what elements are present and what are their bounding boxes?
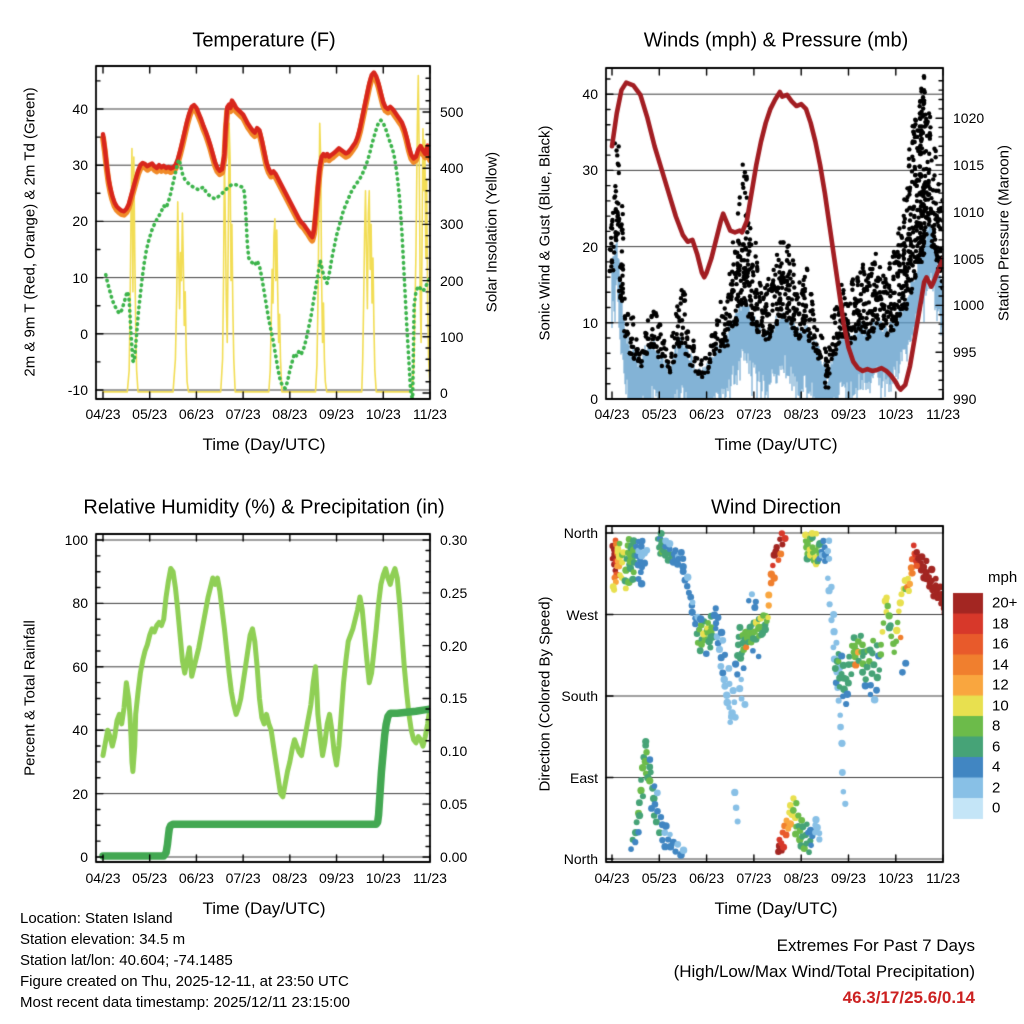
temp-x-tick-label: 06/23: [178, 406, 214, 422]
colorbar-value-label: 4: [992, 758, 1001, 776]
colorbar-value-label: 2: [992, 779, 1001, 797]
extremes-value: 46.3/17/25.6/0.14: [842, 988, 975, 1007]
footer-timestamp: Most recent data timestamp: 2025/12/11 23:15:00: [20, 994, 350, 1011]
wind-x-tick-label: 08/23: [783, 406, 819, 422]
winds-pressure-panel-title: Winds (mph) & Pressure (mb): [643, 29, 909, 52]
pressure-y-tick-label: 990: [953, 391, 977, 407]
solar-y-tick-label: 300: [440, 216, 464, 233]
pressure-right-axis-label: Station Pressure (Maroon): [995, 145, 1013, 321]
pressure-y-tick-label: 1010: [953, 203, 985, 220]
temp-x-tick-label: 07/23: [225, 406, 261, 422]
rh-x-tick-label: 10/23: [365, 870, 401, 886]
temp-x-tick-label: 04/23: [85, 406, 121, 422]
wind-y-tick-label: 0: [590, 391, 598, 407]
solar-y-tick-label: 500: [440, 104, 464, 120]
rh-x-tick-label: 05/23: [132, 870, 168, 886]
direction-x-tick-label: 05/23: [641, 870, 677, 886]
extremes-subtitle: (High/Low/Max Wind/Total Precipitation): [673, 962, 975, 981]
precip-y-tick-label: 0.00: [440, 849, 468, 865]
footer-elevation: Station elevation: 34.5 m: [20, 931, 186, 948]
wind-y-tick-label: 30: [582, 162, 598, 179]
temp-y-tick-label: 0: [80, 325, 88, 342]
temp-x-tick-label: 08/23: [272, 406, 308, 422]
rh-y-tick-label: 60: [72, 658, 88, 675]
temp-y-tick-label: 40: [72, 101, 88, 117]
extremes-block: [674, 933, 975, 1011]
winds-x-axis-title: Time (Day/UTC): [714, 435, 838, 454]
colorbar-value-label: 18: [992, 615, 1009, 633]
solar-right-axis-label: Solar Insolation (Yellow): [483, 151, 501, 313]
pressure-y-tick-label: 1005: [953, 250, 985, 267]
wind-x-tick-label: 10/23: [878, 406, 914, 422]
direction-x-tick-label: 06/23: [689, 870, 725, 886]
rh-y-tick-label: 0: [80, 849, 88, 865]
rh-y-tick-label: 100: [64, 532, 88, 548]
colorbar-value-label: 20+: [992, 594, 1018, 612]
wind-direction-x-axis-title: Time (Day/UTC): [714, 899, 838, 918]
rh-y-tick-label: 80: [72, 595, 88, 612]
pressure-y-tick-label: 1020: [953, 110, 985, 127]
direction-y-tick-label: East: [569, 769, 598, 786]
wind-x-tick-label: 09/23: [830, 406, 867, 422]
colorbar-value-label: 16: [992, 635, 1009, 653]
temperature-left-axis-label: 2m & 9m T (Red, Orange) & 2m Td (Green): [21, 87, 39, 377]
colorbar-title: mph: [988, 569, 1018, 586]
temp-y-tick-label: 10: [72, 269, 88, 286]
temp-y-tick-label: 30: [72, 157, 88, 174]
rh-y-tick-label: 20: [72, 785, 88, 802]
wind-x-tick-label: 07/23: [736, 406, 772, 422]
wind-x-tick-label: 11/23: [926, 406, 961, 422]
rh-x-tick-label: 04/23: [85, 870, 121, 886]
colorbar-value-label: 0: [992, 799, 1001, 817]
direction-y-tick-label: North: [563, 851, 598, 868]
precip-y-tick-label: 0.15: [440, 690, 468, 707]
footer-location: Location: Staten Island: [20, 910, 173, 927]
precip-y-tick-label: 0.30: [440, 531, 468, 548]
solar-y-tick-label: 100: [440, 328, 464, 345]
direction-x-tick-label: 04/23: [594, 870, 630, 886]
extremes-title: Extremes For Past 7 Days: [776, 936, 975, 955]
direction-x-tick-label: 08/23: [783, 870, 819, 886]
temp-x-tick-label: 09/23: [319, 406, 355, 422]
footer-latlon: Station lat/lon: 40.604; -74.1485: [20, 952, 233, 969]
precip-y-tick-label: 0.10: [440, 743, 468, 760]
precip-y-tick-label: 0.20: [440, 637, 468, 654]
wind-y-tick-label: 10: [582, 314, 598, 331]
direction-x-tick-label: 11/23: [926, 870, 961, 886]
colorbar-value-label: 12: [992, 676, 1009, 694]
temp-x-tick-label: 11/23: [412, 406, 447, 422]
footer-created: Figure created on Thu, 2025-12-11, at 23:50 UTC: [20, 973, 349, 990]
solar-y-tick-label: 400: [440, 160, 464, 177]
rh-x-tick-label: 11/23: [412, 870, 447, 886]
wind-left-axis-label: Sonic Wind & Gust (Blue, Black): [536, 125, 554, 341]
direction-y-tick-label: North: [563, 525, 598, 541]
direction-y-tick-label: West: [566, 606, 598, 623]
humidity-precip-panel-title: Relative Humidity (%) & Precipitation (in): [83, 496, 445, 519]
wind-y-tick-label: 40: [582, 86, 598, 103]
pressure-y-tick-label: 995: [953, 344, 977, 361]
solar-y-tick-label: 0: [440, 385, 448, 401]
direction-x-tick-label: 10/23: [878, 870, 914, 886]
wind-x-tick-label: 05/23: [641, 406, 677, 422]
direction-left-axis-label: Direction (Colored By Speed): [536, 596, 554, 792]
rh-x-tick-label: 08/23: [272, 870, 308, 886]
precip-y-tick-label: 0.25: [440, 584, 468, 601]
colorbar-value-label: 14: [992, 656, 1009, 674]
colorbar-value-label: 6: [992, 738, 1001, 756]
wind-x-tick-label: 06/23: [689, 406, 725, 422]
direction-x-tick-label: 07/23: [736, 870, 772, 886]
direction-y-tick-label: South: [561, 688, 598, 704]
humidity-left-axis-label: Percent & Total Rainfall: [21, 620, 39, 776]
pressure-y-tick-label: 1000: [953, 297, 985, 314]
pressure-y-tick-label: 1015: [953, 157, 985, 173]
humidity-x-axis-title: Time (Day/UTC): [202, 899, 326, 918]
rh-x-tick-label: 07/23: [225, 870, 261, 886]
temperature-panel-title: Temperature (F): [192, 29, 336, 52]
solar-y-tick-label: 200: [440, 272, 464, 289]
colorbar-value-label: 8: [992, 717, 1001, 735]
temp-y-tick-label: 20: [72, 213, 88, 230]
wind-y-tick-label: 20: [582, 238, 598, 255]
direction-x-tick-label: 09/23: [830, 870, 867, 886]
wind-x-tick-label: 04/23: [594, 406, 630, 422]
rh-y-tick-label: 40: [72, 722, 88, 739]
colorbar-value-label: 10: [992, 697, 1009, 715]
precip-y-tick-label: 0.05: [440, 796, 468, 813]
temp-y-tick-label: -10: [67, 382, 88, 398]
temp-x-tick-label: 10/23: [365, 406, 401, 422]
rh-x-tick-label: 09/23: [319, 870, 355, 886]
temperature-x-axis-title: Time (Day/UTC): [202, 435, 326, 454]
temp-x-tick-label: 05/23: [132, 406, 168, 422]
wind-direction-panel-title: Wind Direction: [710, 496, 842, 519]
station-info-footer: [20, 908, 350, 1013]
rh-x-tick-label: 06/23: [178, 870, 214, 886]
